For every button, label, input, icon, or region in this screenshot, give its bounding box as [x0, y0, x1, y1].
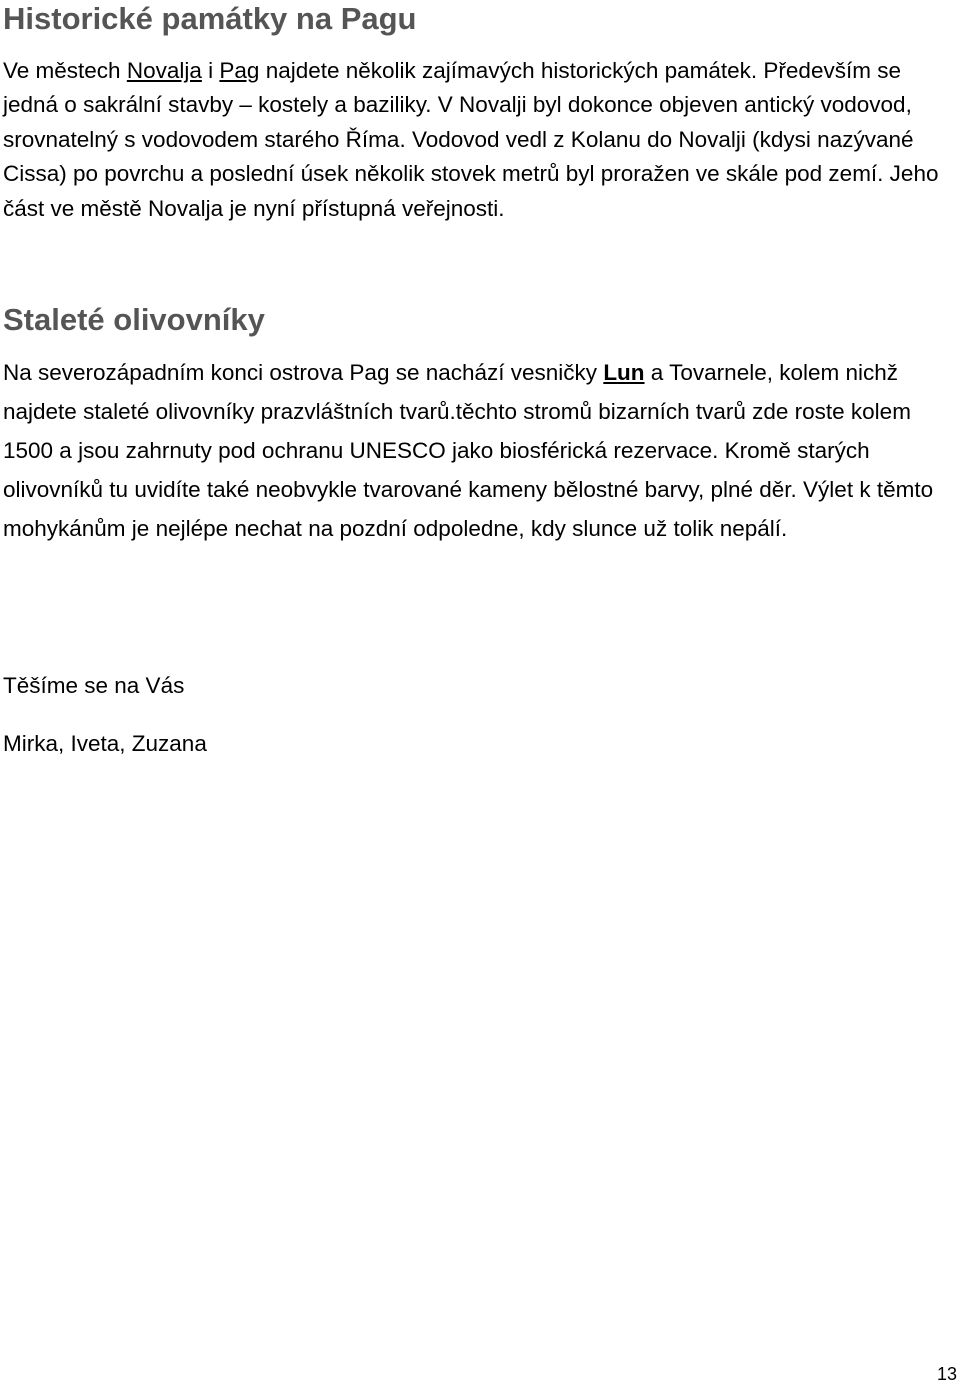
link-pag[interactable]: Pag — [219, 58, 260, 83]
link-novalja[interactable]: Novalja — [126, 58, 202, 83]
closing-greeting: Těšíme se na Vás — [3, 673, 185, 698]
paragraph-text: a Tovarnele, kolem nichž najdete staleté olivovníky prazvláštních tvarů.těchto stromů bizarních tvarů zde roste kolem 1500 a jsou zahrnuty pod ochranu UNESCO jako biosférická rezervace. Kromě starých olivovníků tu uvidíte také neobvykle tvarované kameny bělostné barvy, plné děr. Výlet k těmto mohykánům je nejlépe nechat na pozdní odpoledne, kdy slunce už tolik nepálí. — [3, 360, 934, 542]
paragraph-text: Na severozápadním konci ostrova Pag se nachází vesničky — [3, 360, 604, 385]
paragraph-text: Ve městech — [3, 58, 127, 83]
paragraph-text: najdete několik zajímavých historických památek. Především se jedná o sakrální stavby – kostely a baziliky. V Novalji byl dokonce objeven antický vodovod, srovnatelný s vodovodem starého Říma. Vodovod vedl z Kolanu do Novalji (kdysi nazývané Cissa) po povrchu a poslední úsek několik stovek metrů byl proražen ve skále pod zemí. Jeho část ve městě Novalja je nyní přístupná veřejnosti. — [3, 58, 939, 221]
section-title-olive-trees: Staleté olivovníky — [3, 302, 265, 337]
page-title-historic-monuments: Historické památky na Pagu — [3, 1, 417, 36]
paragraph-text: i — [201, 58, 220, 83]
page-number: 13 — [936, 1364, 957, 1384]
olive-trees-paragraph — [3, 353, 958, 548]
signature: Mirka, Iveta, Zuzana — [3, 731, 207, 756]
link-lun[interactable]: Lun — [603, 360, 645, 385]
historic-monuments-paragraph — [3, 54, 953, 226]
